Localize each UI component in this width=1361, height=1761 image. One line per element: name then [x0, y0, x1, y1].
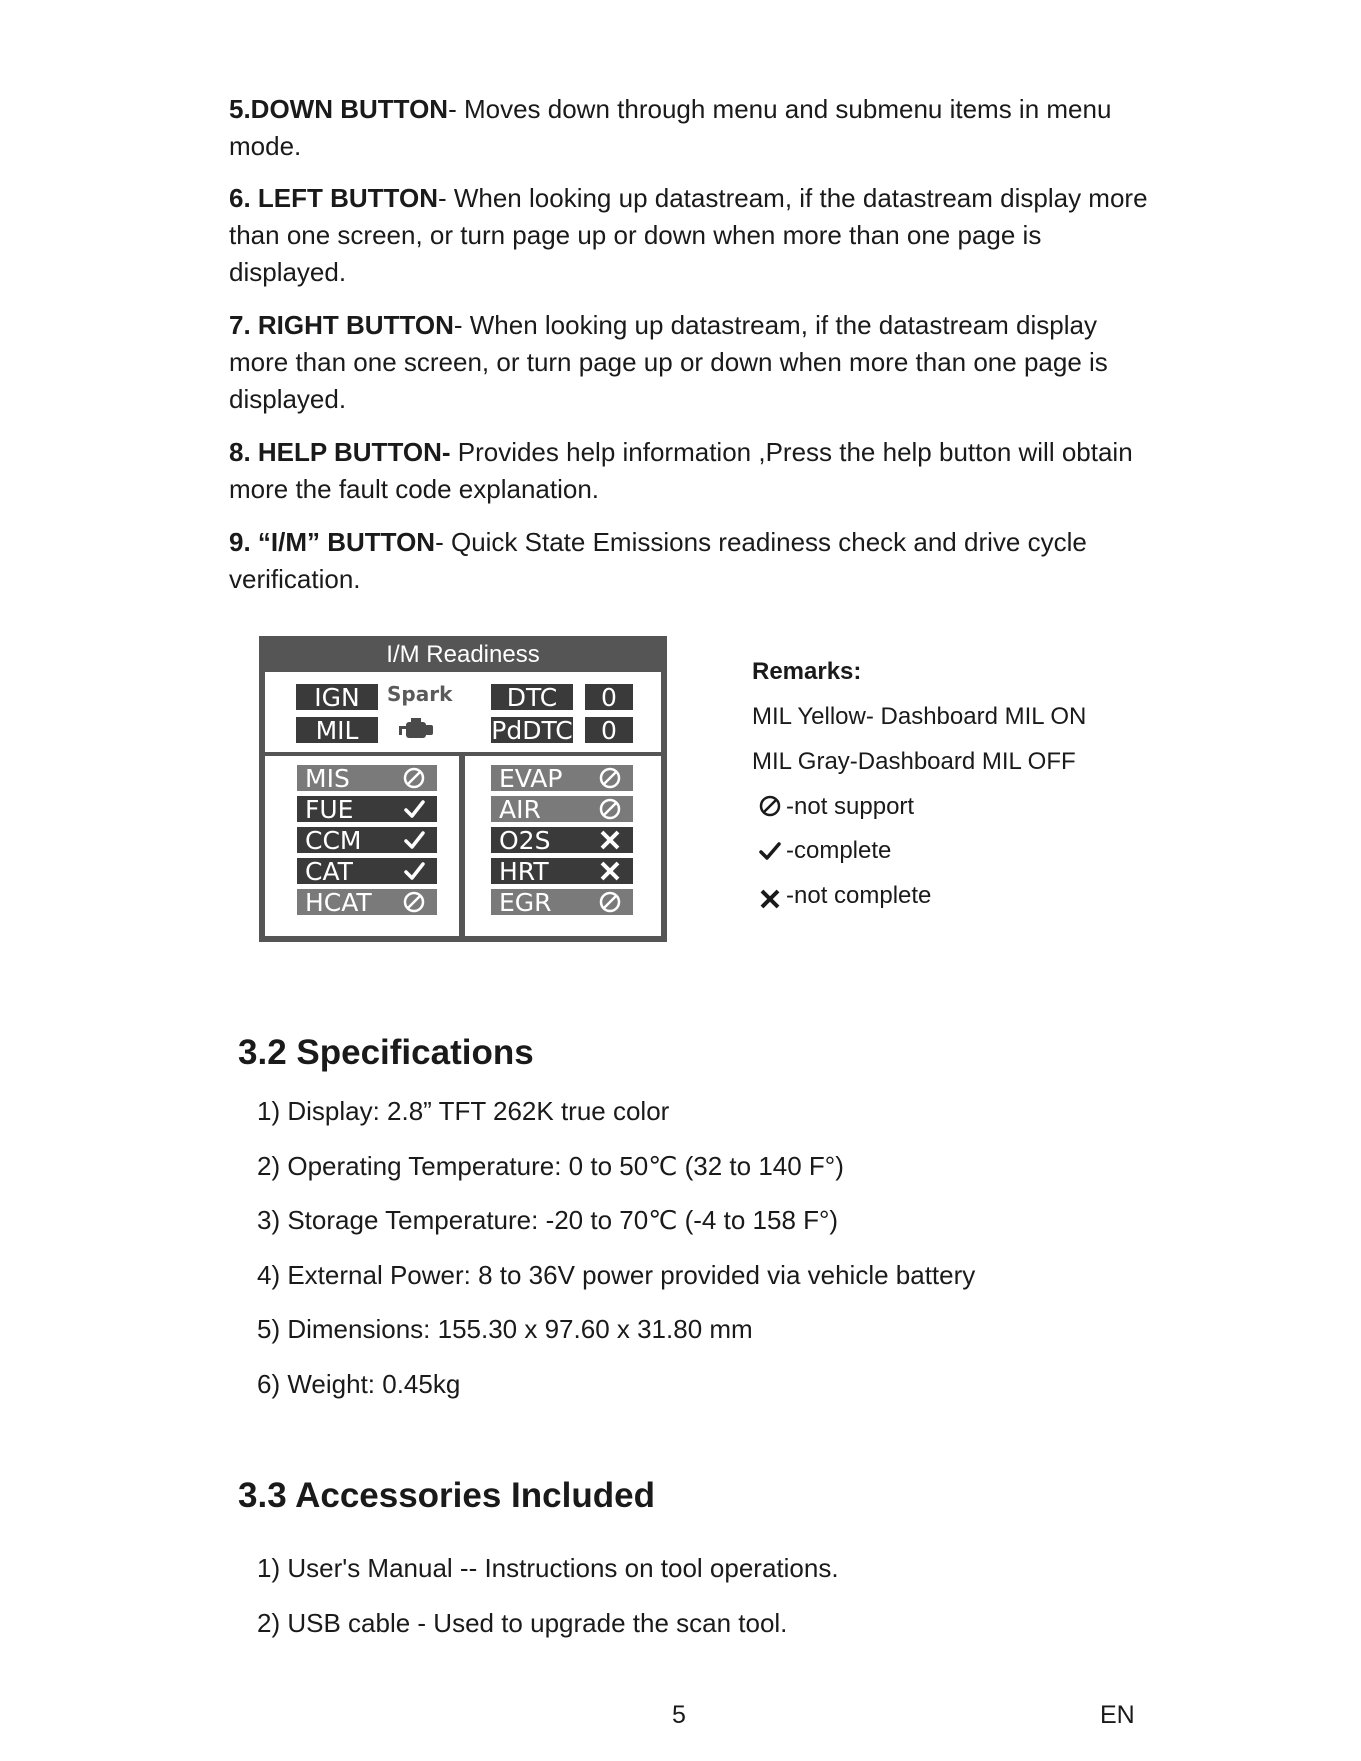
monitor-label: EGR: [499, 889, 552, 915]
language-label: EN: [1100, 1701, 1135, 1729]
page-number: 5: [672, 1701, 686, 1729]
spec-item: 3) Storage Temperature: -20 to 70℃ (-4 to 158 F°): [257, 1205, 839, 1235]
remark-not-complete: -not complete: [786, 882, 932, 909]
dtc-label: DTC: [491, 684, 573, 710]
right-button-text: - When looking up datastream, if the datastream display more than one screen, or turn page up or down when more than one page is displayed.: [229, 310, 1108, 414]
monitor-air: [491, 796, 633, 822]
pddtc-value: 0: [585, 717, 633, 743]
spec-item: 5) Dimensions: 155.30 x 97.60 x 31.80 mm: [257, 1314, 753, 1344]
not-complete-icon: [597, 827, 623, 853]
right-button-description: [229, 307, 1149, 418]
down-button-description: [229, 91, 1149, 165]
remark-mil-yellow: MIL Yellow- Dashboard MIL ON: [752, 703, 1087, 730]
remarks-title: Remarks:: [752, 658, 862, 685]
dtc-value: 0: [585, 684, 633, 710]
ign-label: IGN: [296, 684, 378, 710]
complete-icon: [758, 839, 782, 863]
monitor-label: EVAP: [499, 765, 563, 791]
left-button-title: 6. LEFT BUTTON: [229, 183, 438, 213]
not-support-icon: [758, 794, 782, 818]
im-monitors-left-panel: [265, 756, 459, 936]
not-complete-icon: [758, 887, 782, 911]
specifications-heading: 3.2 Specifications: [238, 1033, 534, 1072]
remark-mil-gray: MIL Gray-Dashboard MIL OFF: [752, 748, 1076, 775]
complete-icon: [401, 796, 427, 822]
monitor-label: HRT: [499, 858, 549, 884]
help-button-text: Provides help information ,Press the help button will obtain more the fault code explanation.: [229, 437, 1133, 504]
pddtc-label: PdDTC: [491, 717, 573, 743]
monitor-label: O2S: [499, 827, 551, 853]
remark-complete: -complete: [786, 837, 892, 864]
im-status-panel: [265, 672, 661, 752]
monitor-label: FUE: [305, 796, 354, 822]
monitor-ccm: [297, 827, 437, 853]
spec-item: 4) External Power: 8 to 36V power provided via vehicle battery: [257, 1260, 976, 1290]
not-complete-icon: [597, 858, 623, 884]
spec-item: 6) Weight: 0.45kg: [257, 1369, 461, 1399]
im-button-description: [229, 524, 1149, 598]
help-button-description: [229, 434, 1149, 508]
down-button-text: - Moves down through menu and submenu items in menu mode.: [229, 94, 1112, 161]
complete-icon: [401, 858, 427, 884]
spec-item: 1) Display: 2.8” TFT 262K true color: [257, 1096, 670, 1126]
im-readiness-title: I/M Readiness: [386, 641, 540, 668]
complete-icon: [401, 827, 427, 853]
monitor-label: AIR: [499, 796, 541, 822]
spec-item: 2) Operating Temperature: 0 to 50℃ (32 to 140 F°): [257, 1151, 844, 1181]
im-monitors-right-panel: [465, 756, 661, 936]
not-support-icon: [401, 765, 427, 791]
im-readiness-screen: [259, 636, 667, 942]
monitor-label: CAT: [305, 858, 353, 884]
help-button-title: 8. HELP BUTTON-: [229, 437, 451, 467]
monitor-label: HCAT: [305, 889, 372, 915]
monitor-egr: [491, 889, 633, 915]
accessory-item: 1) User's Manual -- Instructions on tool operations.: [257, 1553, 839, 1583]
accessory-item: 2) USB cable - Used to upgrade the scan tool.: [257, 1608, 788, 1638]
left-button-description: [229, 180, 1149, 291]
ign-type: Spark: [387, 682, 453, 706]
im-button-text: - Quick State Emissions readiness check and drive cycle verification.: [229, 527, 1087, 594]
left-button-text: - When looking up datastream, if the datastream display more than one screen, or turn page up or down when more than one page is displayed.: [229, 183, 1148, 287]
down-button-title: 5.DOWN BUTTON: [229, 94, 449, 124]
monitor-hcat: [297, 889, 437, 915]
not-support-icon: [597, 796, 623, 822]
not-support-icon: [597, 889, 623, 915]
monitor-cat: [297, 858, 437, 884]
monitor-label: MIS: [305, 765, 350, 791]
right-button-title: 7. RIGHT BUTTON: [229, 310, 454, 340]
monitor-label: CCM: [305, 827, 362, 853]
accessories-heading: 3.3 Accessories Included: [238, 1476, 655, 1515]
engine-icon: [397, 716, 437, 744]
monitor-evap: [491, 765, 633, 791]
monitor-fue: [297, 796, 437, 822]
monitor-mis: [297, 765, 437, 791]
monitor-hrt: [491, 858, 633, 884]
monitor-o2s: [491, 827, 633, 853]
not-support-icon: [401, 889, 427, 915]
not-support-icon: [597, 765, 623, 791]
im-button-title: 9. “I/M” BUTTON: [229, 527, 436, 557]
remark-not-support: -not support: [786, 793, 915, 820]
mil-label: MIL: [296, 717, 378, 743]
